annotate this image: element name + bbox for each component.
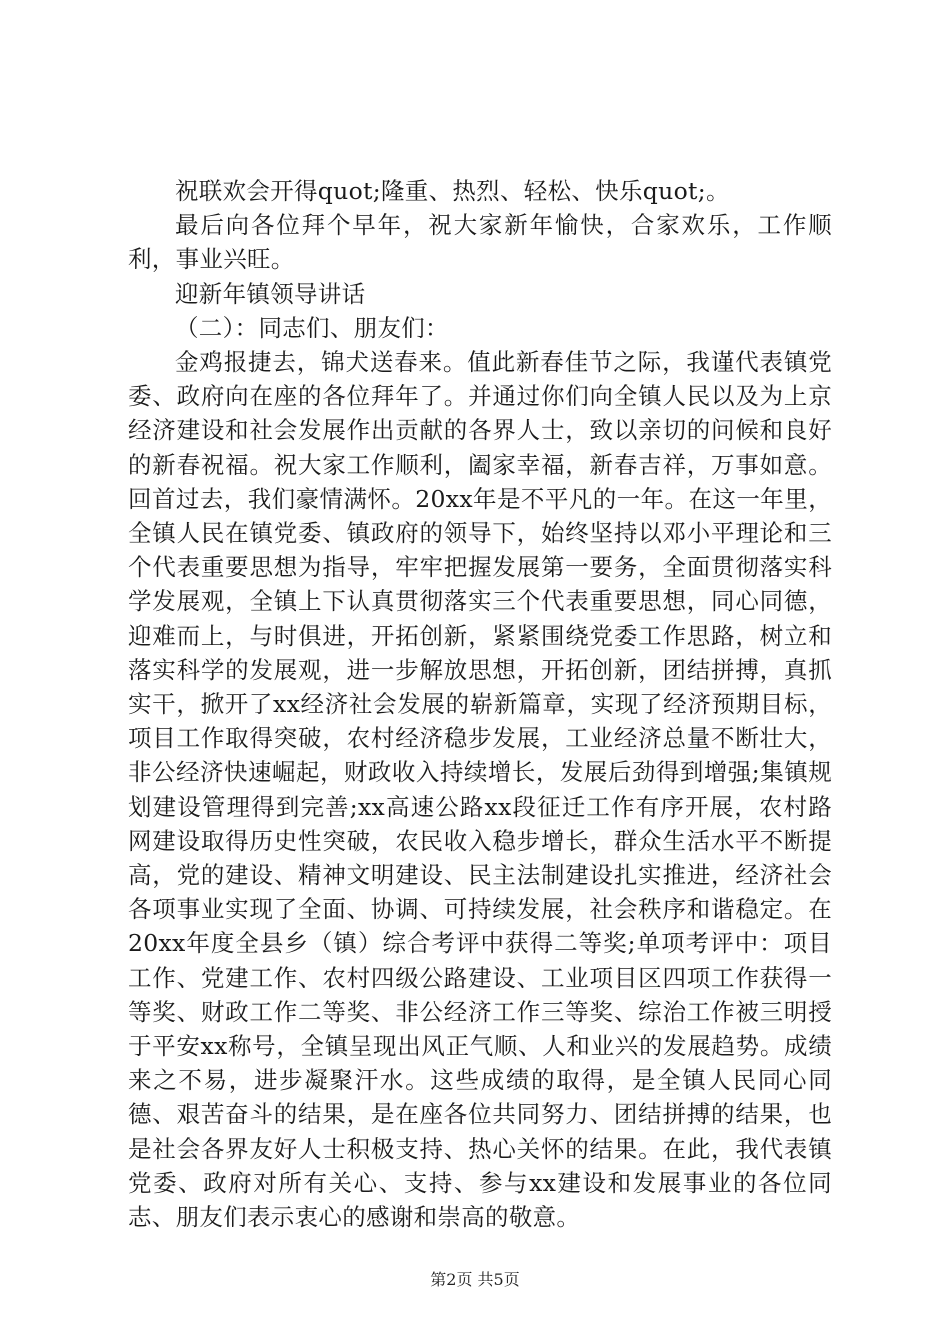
section-salutation: （二）：同志们、朋友们：: [175, 313, 449, 342]
page-number-footer: 第2页 共5页: [430, 1270, 520, 1289]
paragraph-new-year-greeting: 最后向各位拜个早年，祝大家新年愉快，合家欢乐，工作顺利，事业兴旺。: [128, 211, 832, 274]
paragraph-speech-body: 金鸡报捷去，锦犬送春来。值此新春佳节之际，我谨代表镇党委、政府向在座的各位拜年了。并通过你们向全镇人民以及为上京经济建设和社会发展作出贡献的各界人士，致以亲切的问候和良好的新春祝福。祝大家工作顺利，阖家幸福，新春吉祥，万事如意。回首过去，我们豪情满怀。20xx年是不平凡的一年。在这一年里，全镇人民在镇党委、镇政府的领导下，始终坚持以邓小平理论和三个代表重要思想为指导，牢牢把握发展第一要务，全面贯彻落实科学发展观，全镇上下认真贯彻落实三个代表重要思想，同心同德，迎难而上，与时俱进，开拓创新，紧紧围绕党委工作思路，树立和落实科学的发展观，进一步解放思想，开拓创新，团结拼搏，真抓实干，掀开了xx经济社会发展的崭新篇章，实现了经济预期目标，项目工作取得突破，农村经济稳步发展，工业经济总量不断壮大，非公经济快速崛起，财政收入持续增长，发展后劲得到增强;集镇规划建设管理得到完善;xx高速公路xx段征迁工作有序开展，农村路网建设取得历史性突破，农民收入稳步增长，群众生活水平不断提高，党的建设、精神文明建设、民主法制建设扎实推进，经济社会各项事业实现了全面、协调、可持续发展，社会秩序和谐稳定。在20xx年度全县乡（镇）综合考评中获得二等奖;单项考评中：项目工作、党建工作、农村四级公路建设、工业项目区四项工作获得一等奖、财政工作二等奖、非公经济工作三等奖、综治工作被三明授于平安xx称号，全镇呈现出风正气顺、人和业兴的发展趋势。成绩来之不易，进步凝聚汗水。这些成绩的取得，是全镇人民同心同德、艰苦奋斗的结果，是在座各位共同努力、团结拼搏的结果，也是社会各界友好人士积极支持、热心关怀的结果。在此，我代表镇党委、政府对所有关心、支持、参与xx建设和发展事业的各位同志、朋友们表示衷心的感谢和崇高的敬意。: [128, 348, 832, 1232]
section-title: 迎新年镇领导讲话: [175, 279, 366, 308]
paragraph-closing-wish: 祝联欢会开得quot;隆重、热烈、轻松、快乐quot;。: [175, 177, 730, 205]
document-body: [128, 174, 832, 1234]
